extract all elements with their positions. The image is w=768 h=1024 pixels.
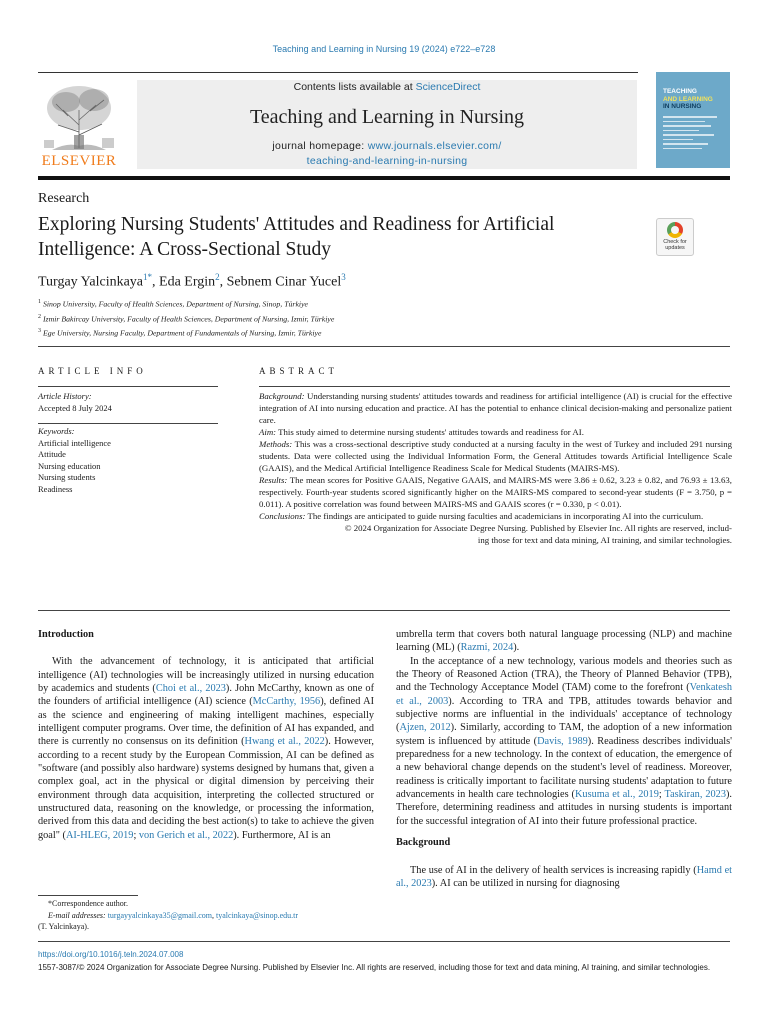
author-name[interactable]: Sebnem Cinar Yucel xyxy=(226,274,342,290)
citation-link[interactable]: von Gerich et al., 2022 xyxy=(138,829,234,841)
citation-link[interactable]: Hamd et al., 2023 xyxy=(396,864,732,889)
citation-link[interactable]: AI-HLEG, 2019 xyxy=(65,829,134,841)
author-affil-sup[interactable]: 1 xyxy=(143,272,148,282)
citation-link[interactable]: McCarthy, 1956 xyxy=(252,696,321,708)
footnote-name: (T. Yalcinkaya). xyxy=(38,922,89,931)
article-info-label: ARTICLE INFO xyxy=(38,366,147,376)
cover-line3: IN NURSING xyxy=(663,103,702,110)
body-column-right xyxy=(396,628,732,890)
abstract-copyright: © 2024 Organization for Associate Degree Nursing. Published by Elsevier Inc. All rights are reserved, includ- ing those for text and data mining, AI training, and similar technologies. xyxy=(344,523,732,545)
journal-reference[interactable]: Teaching and Learning in Nursing 19 (2024) e722–e728 xyxy=(272,44,496,54)
citation-link[interactable]: Davis, 1989 xyxy=(537,735,588,747)
keyword-item: Nursing students xyxy=(38,472,96,482)
cover-line2: AND LEARNING xyxy=(663,95,713,103)
author-affil-sup[interactable]: 3 xyxy=(341,272,346,282)
abstract-conclusions: Conclusions: The findings are anticipated to guide nursing faculties and academicians in incorporating AI into the curriculum. xyxy=(259,511,704,521)
divider xyxy=(259,386,730,387)
accepted-date: Accepted 8 July 2024 xyxy=(38,403,112,413)
contents-line: Contents lists available at ScienceDirect xyxy=(293,81,481,93)
issn-copyright: 1557-3087/© 2024 Organization for Associate Degree Nursing. Published by Elsevier Inc. All rights are reserved, including those for text and data mining, AI training, and similar technologies. xyxy=(38,963,711,972)
abstract-label: ABSTRACT xyxy=(259,366,339,376)
article-type: Research xyxy=(38,191,90,206)
cover-decoration xyxy=(663,116,723,152)
check-for-updates-button[interactable] xyxy=(656,218,694,256)
article-title: Exploring Nursing Students' Attitudes and Readiness for Artificial Intelligence: A Cross-Sectional Study xyxy=(38,214,555,260)
section-heading-introduction: Introduction xyxy=(38,629,94,640)
citation-link[interactable]: Venkatesh et al., 2003 xyxy=(396,682,732,707)
sciencedirect-link[interactable]: ScienceDirect xyxy=(415,81,481,93)
abstract-aim: Aim: This study aimed to determine nursing students' attitudes towards and readiness for AI. xyxy=(259,427,584,437)
body-paragraph: With the advancement of technology, it is anticipated that artificial intelligence (AI) technologies will be increasingly utilized in nursing education by academics and students (Choi et al., 2023). John McCarthy, known as one of the founders of artificial intelligence (AI) science (McCarthy, 1956), defined AI as the science and engineering of making intelligent machines, especially intelligent computer programs. Over time, the definition of AI has expanded, and there is currently no consensus on its definition (Hwang et al., 2022). However, according to a recent study by the European Commission, AI can be defined as "software (and possibly also hardware) systems designed by humans that, given a complex goal, act in the physical or digital dimension by perceiving their environment through data acquisition, interpreting the collected structured or unstructured data, reasoning on the knowledge, or processing the information, derived from this data and deciding the best action(s) to take to achieve the given goal" (AI-HLEG, 2019; von Gerich et al., 2022). Furthermore, AI is an xyxy=(38,656,374,841)
journal-homepage: journal homepage: www.journals.elsevier.com/ teaching-and-learning-in-nursing xyxy=(272,140,502,167)
history-label: Article History: xyxy=(38,391,92,401)
abstract-results: Results: The mean scores for Positive GAAIS, Negative GAAIS, and MAIRS-MS were 3.86 ± 0.62, 3.23 ± 0.82, and 76.93 ± 13.63, respectively. Fourth-year students scored significantly higher on the MAIRS-MS compared to second-year students (F = 3.750, p = 0.011). A positive correlation was found between MAIRS-MS and GAAIS scores (r = 0.330, p < 0.01). xyxy=(259,475,732,509)
affiliation-item: $^3$ Ege University, Nursing Faculty, Department of Fundamentals of Nursing, Izmir, Türkiye xyxy=(38,328,322,338)
footnote-emails: E-mail addresses: turgayyalcinkaya35@gmail.com, tyalcinkaya@sinop.edu.tr xyxy=(48,910,299,920)
affiliation-item: $^1$ Sinop University, Faculty of Health Sciences, Department of Nursing, Sinop, Türkiye xyxy=(38,299,309,309)
citation-link[interactable]: Ajzen, 2012 xyxy=(399,722,451,734)
citation-link[interactable]: Choi et al., 2023 xyxy=(155,683,226,695)
abstract-background: Background: Understanding nursing students' attitudes towards and readiness for artificial intelligence (AI) is crucial for the effective integration of AI into nursing education and practice. AI has the potential to enhance clinical decision-making and personalize patient care. xyxy=(259,391,732,425)
check-updates-icon xyxy=(667,222,683,238)
article-history xyxy=(38,390,112,414)
divider xyxy=(38,610,730,611)
email-link[interactable]: tyalcinkaya@sinop.edu.tr xyxy=(216,910,299,920)
author-list: Turgay Yalcinkaya$^{1*}$, Eda Ergin$^2$, Sebnem Cinar Yucel$^3$ xyxy=(38,272,346,290)
body-paragraph: umbrella term that covers both natural language processing (NLP) and machine learning (ML) (Razmi, 2024). xyxy=(396,629,732,654)
citation-link[interactable]: Taskiran, 2023 xyxy=(664,789,726,801)
author-name[interactable]: Eda Ergin xyxy=(159,274,216,290)
citation-link[interactable]: Kusuma et al., 2019 xyxy=(575,789,659,801)
check-updates-label: Check for updates xyxy=(663,239,687,251)
keyword-item: Readiness xyxy=(38,483,73,494)
citation-link[interactable]: Hwang et al., 2022 xyxy=(244,736,325,748)
body-column-left xyxy=(38,628,374,842)
abstract-body xyxy=(259,390,732,546)
footnote-rule xyxy=(38,895,138,896)
affiliations xyxy=(38,296,334,340)
doi-link[interactable]: https://doi.org/10.1016/j.teln.2024.07.008 xyxy=(38,950,184,959)
homepage-link-part2[interactable]: teaching-and-learning-in-nursing xyxy=(306,155,468,167)
body-paragraph: In the acceptance of a new technology, various models and theories such as the Theory of Reasoned Action (TRA), the Theory of Planned Behavior (TPB), and the Technology Acceptance Model (TAM) come to the forefront (Venkatesh et al., 2003). According to TRA and TPB, attitudes towards behavior and subjective norms are influential in the individuals' acceptance of technology (Ajzen, 2012). Similarly, according to TAM, the adoption of a new information system is influenced by attitude (Davis, 1989). Readiness describes individuals' preparedness for a new technology. In the context of education, the emergence of a new behavioral change depends on the student's level of readiness. Moreover, readiness is critically important to facilitate nursing students' adaptation to future advancements in health care technologies (Kusuma et al., 2019; Taskiran, 2023). Therefore, determining readiness and attitudes in nursing students is important for the successful integration of AI into their future professional practice. xyxy=(396,655,733,827)
author-corresponding-mark[interactable]: * xyxy=(147,272,153,282)
divider xyxy=(38,386,218,387)
abstract-methods: Methods: This was a cross-sectional descriptive study conducted at a nursing faculty in the west of Turkey and included 291 nursing students. Data were collected using the Individual Information Form, the General Attitudes towards Artificial Intelligence Scale (GAAIS), and the Medical Artificial Intelligence Readiness Scale for Medical Students (MAIRS-MS). xyxy=(259,439,732,473)
keyword-item: Nursing education xyxy=(38,460,101,471)
journal-cover-thumbnail[interactable] xyxy=(656,72,730,168)
journal-title: Teaching and Learning in Nursing xyxy=(249,106,525,128)
section-heading-background: Background xyxy=(396,837,451,849)
body-paragraph: The use of AI in the delivery of health services is increasing rapidly (Hamd et al., 2023). AI can be utilized in nursing for diagnosing xyxy=(396,864,732,889)
divider xyxy=(38,423,218,424)
footnote xyxy=(38,898,374,933)
footer-rule xyxy=(38,941,730,942)
homepage-link-part1[interactable]: www.journals.elsevier.com/ xyxy=(367,140,502,152)
keywords xyxy=(38,426,111,495)
affiliation-item: $^2$ Izmir Bakircay University, Faculty of Health Sciences, Department of Nursing, Izmir, Türkiye xyxy=(38,313,335,324)
keywords-label: Keywords: xyxy=(38,426,75,436)
divider xyxy=(38,346,730,347)
author-name[interactable]: Turgay Yalcinkaya xyxy=(38,274,144,290)
header-bottom-rule xyxy=(38,176,730,180)
citation-link[interactable]: Razmi, 2024 xyxy=(460,642,514,654)
author-affil-sup[interactable]: 2 xyxy=(215,272,220,282)
email-link[interactable]: turgayyalcinkaya35@gmail.com xyxy=(107,910,213,920)
header-top-rule xyxy=(38,72,638,73)
keyword-item: Artificial intelligence xyxy=(38,437,111,448)
footnote-correspondence: *Correspondence author. xyxy=(48,899,128,908)
cover-line1: TEACHING xyxy=(663,88,697,95)
keyword-item: Attitude xyxy=(38,449,66,459)
publisher-logo-text: ELSEVIER xyxy=(41,153,117,169)
